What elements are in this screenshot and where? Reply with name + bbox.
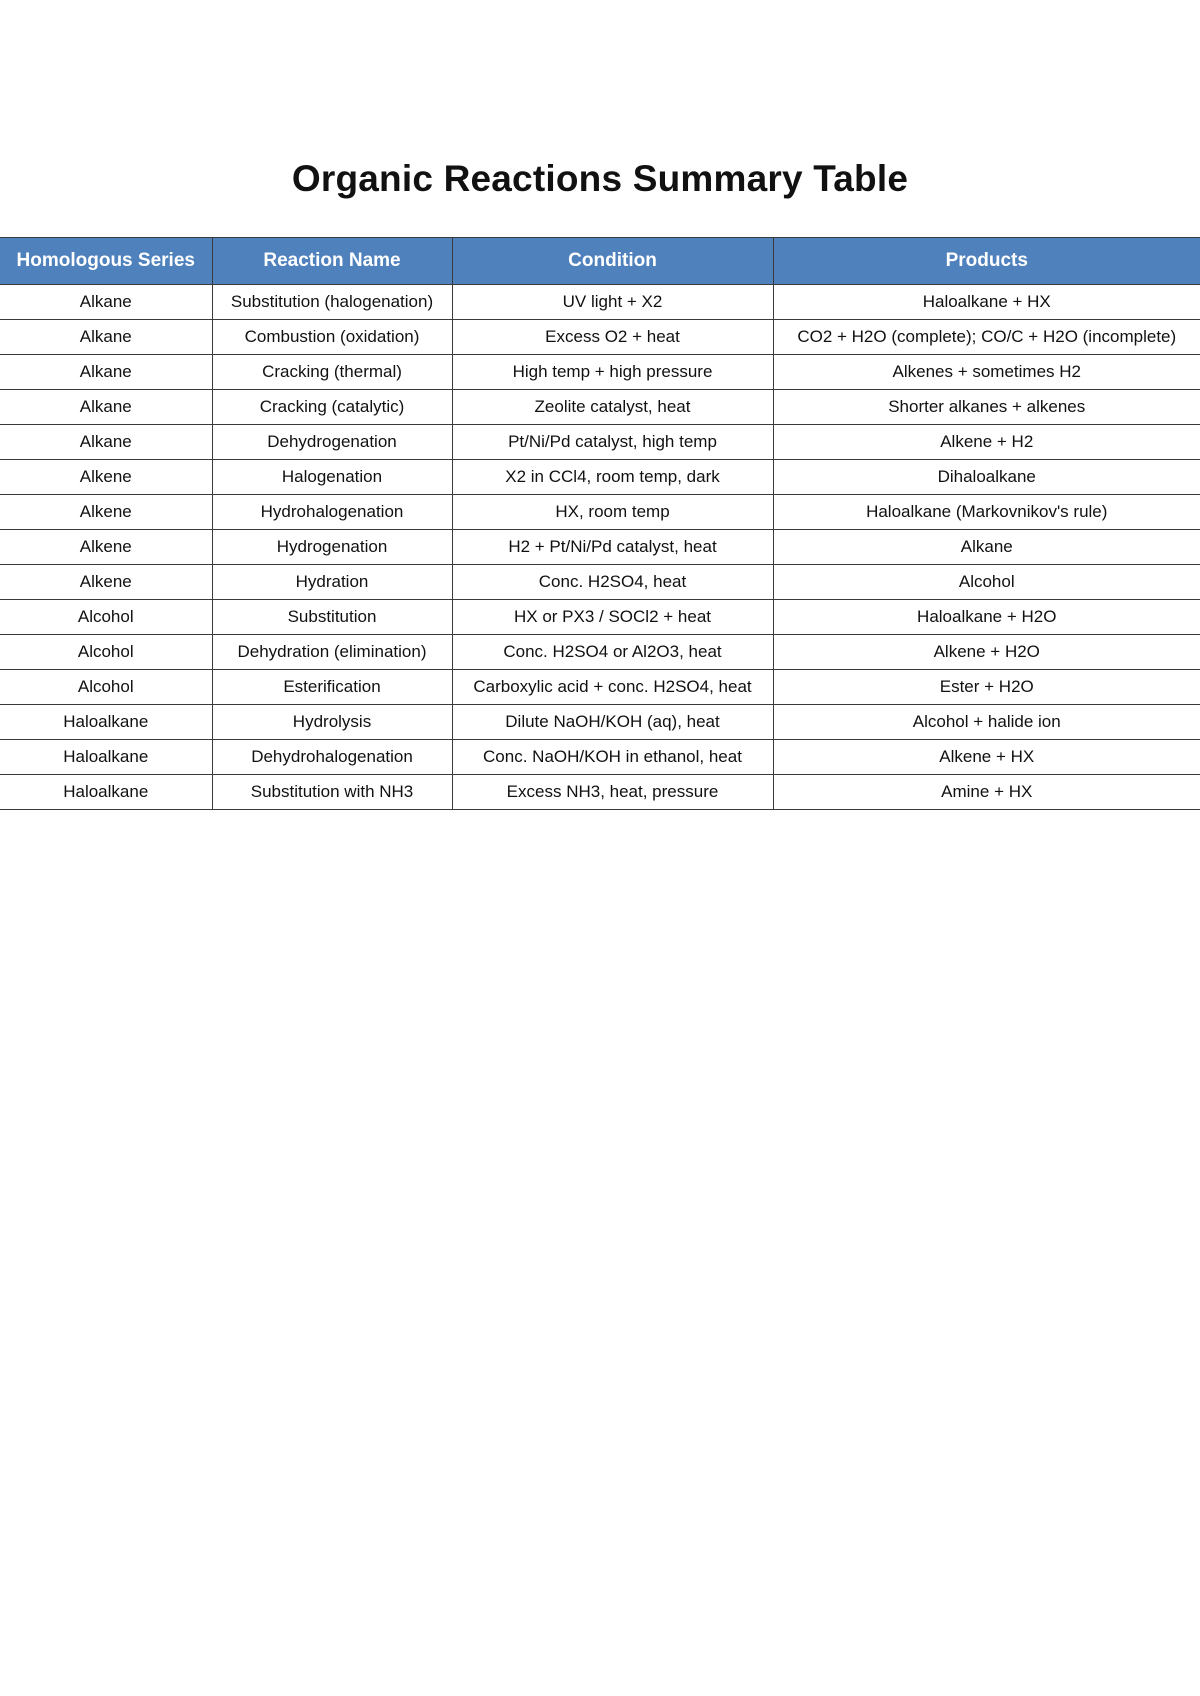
- cell-products: Alcohol + halide ion: [773, 705, 1200, 740]
- cell-condition: Conc. H2SO4 or Al2O3, heat: [452, 635, 773, 670]
- cell-condition: Conc. H2SO4, heat: [452, 565, 773, 600]
- cell-homologous-series: Alkane: [0, 285, 212, 320]
- page-title: Organic Reactions Summary Table: [291, 158, 909, 199]
- table-row: [0, 390, 1200, 425]
- cell-condition: Excess O2 + heat: [452, 320, 773, 355]
- table-row: [0, 320, 1200, 355]
- column-header-products: Products: [773, 238, 1200, 285]
- cell-reaction-name: Substitution: [212, 600, 452, 635]
- table-row: [0, 425, 1200, 460]
- cell-products: Haloalkane + H2O: [773, 600, 1200, 635]
- cell-condition: HX, room temp: [452, 495, 773, 530]
- table-body: [0, 285, 1200, 810]
- cell-condition: Dilute NaOH/KOH (aq), heat: [452, 705, 773, 740]
- cell-products: Haloalkane + HX: [773, 285, 1200, 320]
- table-row: [0, 460, 1200, 495]
- cell-homologous-series: Alkane: [0, 355, 212, 390]
- cell-condition: H2 + Pt/Ni/Pd catalyst, heat: [452, 530, 773, 565]
- cell-reaction-name: Combustion (oxidation): [212, 320, 452, 355]
- cell-reaction-name: Hydrohalogenation: [212, 495, 452, 530]
- cell-reaction-name: Esterification: [212, 670, 452, 705]
- table-row: [0, 530, 1200, 565]
- cell-homologous-series: Alkane: [0, 425, 212, 460]
- cell-homologous-series: Haloalkane: [0, 740, 212, 775]
- cell-condition: Conc. NaOH/KOH in ethanol, heat: [452, 740, 773, 775]
- cell-condition: Carboxylic acid + conc. H2SO4, heat: [452, 670, 773, 705]
- cell-reaction-name: Substitution (halogenation): [212, 285, 452, 320]
- cell-homologous-series: Alcohol: [0, 600, 212, 635]
- reactions-table: [0, 237, 1200, 810]
- cell-homologous-series: Haloalkane: [0, 775, 212, 810]
- cell-homologous-series: Alkene: [0, 495, 212, 530]
- cell-condition: Excess NH3, heat, pressure: [452, 775, 773, 810]
- cell-homologous-series: Alkene: [0, 530, 212, 565]
- cell-products: Alkene + H2: [773, 425, 1200, 460]
- header-row: [0, 238, 1200, 285]
- cell-products: Alkene + HX: [773, 740, 1200, 775]
- cell-condition: UV light + X2: [452, 285, 773, 320]
- table-row: [0, 705, 1200, 740]
- cell-products: Alkane: [773, 530, 1200, 565]
- cell-reaction-name: Dehydrohalogenation: [212, 740, 452, 775]
- cell-reaction-name: Hydrogenation: [212, 530, 452, 565]
- table-row: [0, 565, 1200, 600]
- cell-reaction-name: Cracking (catalytic): [212, 390, 452, 425]
- cell-homologous-series: Alkane: [0, 320, 212, 355]
- cell-reaction-name: Hydrolysis: [212, 705, 452, 740]
- table-row: [0, 775, 1200, 810]
- cell-products: CO2 + H2O (complete); CO/C + H2O (incomplete): [773, 320, 1200, 355]
- cell-reaction-name: Substitution with NH3: [212, 775, 452, 810]
- cell-homologous-series: Alkene: [0, 460, 212, 495]
- cell-reaction-name: Cracking (thermal): [212, 355, 452, 390]
- cell-products: Dihaloalkane: [773, 460, 1200, 495]
- cell-homologous-series: Alkane: [0, 390, 212, 425]
- column-header-homologous-series: Homologous Series: [0, 238, 212, 285]
- cell-products: Shorter alkanes + alkenes: [773, 390, 1200, 425]
- column-header-condition: Condition: [452, 238, 773, 285]
- table-row: [0, 355, 1200, 390]
- cell-reaction-name: Halogenation: [212, 460, 452, 495]
- cell-condition: High temp + high pressure: [452, 355, 773, 390]
- cell-condition: X2 in CCl4, room temp, dark: [452, 460, 773, 495]
- table-row: [0, 635, 1200, 670]
- table-row: [0, 495, 1200, 530]
- table-row: [0, 285, 1200, 320]
- cell-products: Amine + HX: [773, 775, 1200, 810]
- cell-reaction-name: Dehydrogenation: [212, 425, 452, 460]
- cell-homologous-series: Alcohol: [0, 635, 212, 670]
- cell-reaction-name: Dehydration (elimination): [212, 635, 452, 670]
- table-header: [0, 238, 1200, 285]
- cell-condition: Pt/Ni/Pd catalyst, high temp: [452, 425, 773, 460]
- cell-homologous-series: Alcohol: [0, 670, 212, 705]
- table-row: [0, 600, 1200, 635]
- cell-products: Alcohol: [773, 565, 1200, 600]
- cell-homologous-series: Haloalkane: [0, 705, 212, 740]
- cell-reaction-name: Hydration: [212, 565, 452, 600]
- table-row: [0, 670, 1200, 705]
- column-header-reaction-name: Reaction Name: [212, 238, 452, 285]
- cell-products: Alkene + H2O: [773, 635, 1200, 670]
- cell-condition: Zeolite catalyst, heat: [452, 390, 773, 425]
- cell-homologous-series: Alkene: [0, 565, 212, 600]
- cell-products: Haloalkane (Markovnikov's rule): [773, 495, 1200, 530]
- table-row: [0, 740, 1200, 775]
- cell-condition: HX or PX3 / SOCl2 + heat: [452, 600, 773, 635]
- cell-products: Ester + H2O: [773, 670, 1200, 705]
- cell-products: Alkenes + sometimes H2: [773, 355, 1200, 390]
